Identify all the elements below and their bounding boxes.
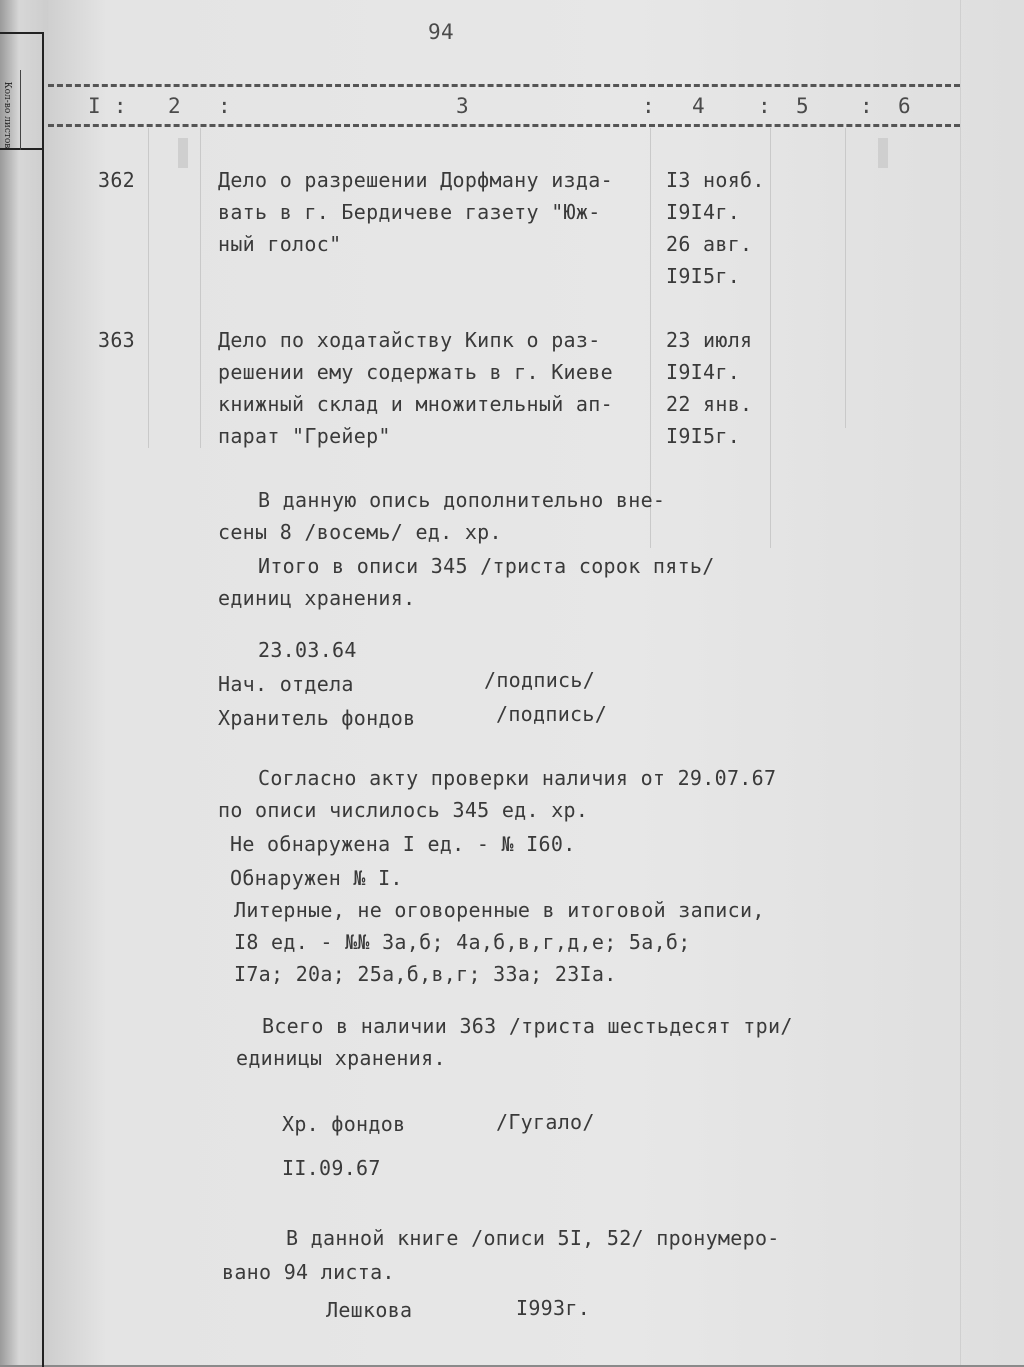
signature-role: Нач. отдела	[218, 672, 354, 696]
check-note-line: Не обнаружена I ед. - № I60.	[230, 832, 576, 856]
signature-role: Хранитель фондов	[218, 706, 416, 730]
entry-title-line: парат "Грейер"	[218, 424, 391, 448]
faint-mark	[878, 138, 888, 168]
entry-title-line: ный голос"	[218, 232, 342, 256]
margin-column-border	[0, 32, 44, 1367]
note-added: В данную опись дополнительно вне-	[258, 488, 666, 512]
present-total-line: Всего в наличии 363 /триста шестьдесят три/	[262, 1014, 793, 1038]
column-header-2: 2	[168, 94, 181, 118]
entry-date-line: I9I4г.	[666, 200, 741, 224]
check-note-line: Литерные, не оговоренные в итоговой записи,	[234, 898, 765, 922]
column-header-5: 5	[796, 94, 809, 118]
right-edge-line	[960, 0, 961, 1365]
entry-date-line: I9I5г.	[666, 264, 741, 288]
signature-date: 23.03.64	[258, 638, 357, 662]
check-note-line: по описи числилось 345 ед. хр.	[218, 798, 589, 822]
final-signature-name: Лешкова	[326, 1298, 413, 1322]
entry-title-line: вать в г. Бердичеве газету "Юж-	[218, 200, 601, 224]
entry-title-line: Дело по ходатайству Кипк о раз-	[218, 328, 601, 352]
note-total: единиц хранения.	[218, 586, 416, 610]
check-note-line: Обнаружен № I.	[230, 866, 403, 890]
book-note-line: В данной книге /описи 5I, 52/ пронумеро-	[286, 1226, 780, 1250]
final-signature-year: I993г.	[516, 1296, 591, 1320]
signature-value: /подпись/	[484, 668, 596, 692]
column-line	[200, 128, 201, 448]
header-rule-top	[48, 84, 960, 87]
check-note-line: I7а; 20а; 25а,б,в,г; 33а; 23Iа.	[234, 962, 617, 986]
entry-title-line: Дело о разрешении Дорфману изда-	[218, 168, 613, 192]
margin-label: Кол-во листов	[2, 81, 12, 149]
entry-date-line: 23 июля	[666, 328, 753, 352]
column-header-3: 3	[456, 94, 469, 118]
left-margin-strip	[0, 0, 48, 1365]
column-line	[148, 128, 149, 448]
column-separator: :	[758, 94, 771, 118]
check-note-line: I8 ед. - №№ 3а,б; 4а,б,в,г,д,е; 5а,б;	[234, 930, 691, 954]
margin-inner-line	[20, 70, 21, 150]
entry-number: 363	[98, 328, 136, 352]
book-note-line: вано 94 листа.	[222, 1260, 395, 1284]
entry-date-line: I3 нояб.	[666, 168, 765, 192]
keeper-date: II.09.67	[282, 1156, 381, 1180]
column-header-6: 6	[898, 94, 911, 118]
column-header-4: 4	[692, 94, 705, 118]
entry-number: 362	[98, 168, 136, 192]
column-separator: :	[218, 94, 231, 118]
column-header-1: I :	[88, 94, 127, 118]
entry-date-line: I9I4г.	[666, 360, 741, 384]
check-note-line: Согласно акту проверки наличия от 29.07.67	[258, 766, 777, 790]
column-separator: :	[860, 94, 873, 118]
entry-date-line: 26 авг.	[666, 232, 753, 256]
note-added: сены 8 /восемь/ ед. хр.	[218, 520, 502, 544]
column-separator: :	[642, 94, 655, 118]
entry-date-line: 22 янв.	[666, 392, 753, 416]
present-total-line: единицы хранения.	[236, 1046, 446, 1070]
page-number: 94	[428, 20, 454, 44]
entry-title-line: решении ему содержать в г. Киеве	[218, 360, 613, 384]
header-rule-bottom	[48, 124, 960, 127]
column-line	[650, 128, 651, 548]
signature-value: /подпись/	[496, 702, 608, 726]
faint-mark	[178, 138, 188, 168]
keeper-role: Хр. фондов	[282, 1112, 406, 1136]
entry-title-line: книжный склад и множительный ап-	[218, 392, 613, 416]
column-line	[770, 128, 771, 548]
note-total: Итого в описи 345 /триста сорок пять/	[258, 554, 715, 578]
entry-date-line: I9I5г.	[666, 424, 741, 448]
column-line	[845, 128, 846, 428]
keeper-name: /Гугало/	[496, 1110, 595, 1134]
